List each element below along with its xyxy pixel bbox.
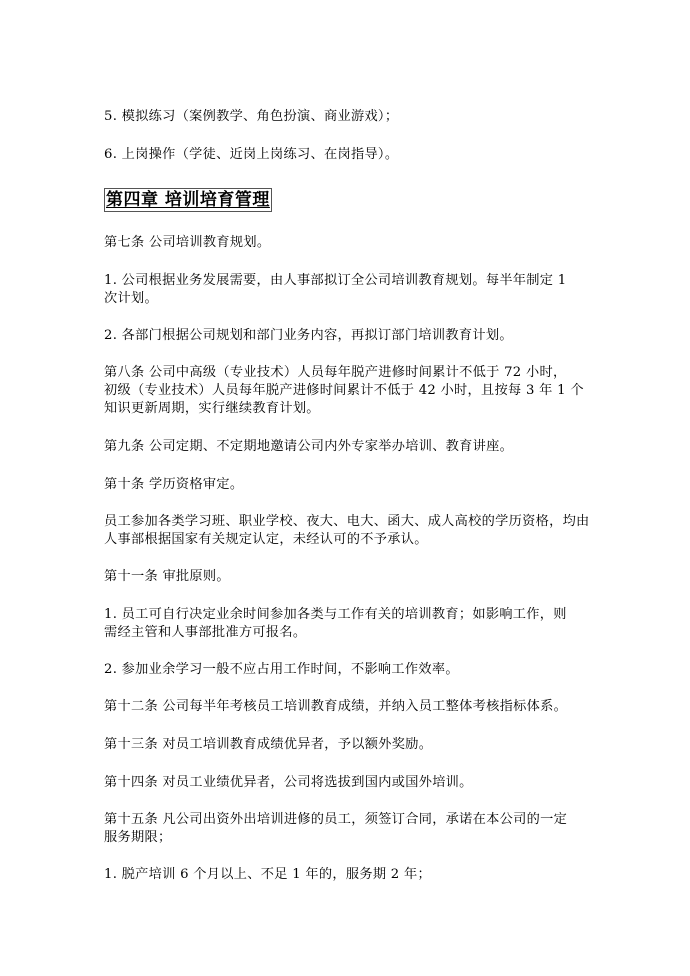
article-10-body-2: 人事部根据国家有关规定认定，未经认可的不予承认。 (104, 532, 428, 547)
article-15-line-1: 第十五条 凡公司出资外出培训进修的员工，须签订合同，承诺在本公司的一定 (104, 812, 568, 827)
article-7-item-1: 1. 公司根据业务发展需要，由人事部拟订全公司培训教育规划。每半年制定 1 (104, 273, 567, 288)
list-item-5: 5. 模拟练习（案例教学、角色扮演、商业游戏）； (104, 109, 399, 124)
article-11-item-2: 2. 参加业余学习一般不应占用工作时间，不影响工作效率。 (104, 662, 459, 677)
article-14: 第十四条 对员工业绩优异者，公司将选拔到国内或国外培训。 (104, 775, 473, 790)
article-9: 第九条 公司定期、不定期地邀请公司内外专家举办培训、教育讲座。 (104, 439, 514, 454)
article-13: 第十三条 对员工培训教育成绩优异者，予以额外奖励。 (104, 737, 433, 752)
article-11-item-1-cont: 需经主管和人事部批准方可报名。 (104, 625, 307, 640)
article-15-item-1: 1. 脱产培训 6 个月以上、不足 1 年的，服务期 2 年； (104, 867, 431, 882)
list-item-6: 6. 上岗操作（学徒、近岗上岗练习、在岗指导）。 (104, 147, 399, 162)
article-7-item-1-cont: 次计划。 (104, 291, 158, 306)
article-8-line-3: 知识更新周期，实行继续教育计划。 (104, 401, 320, 416)
article-10-body-1: 员工参加各类学习班、职业学校、夜大、电大、函大、成人高校的学历资格，均由 (104, 514, 590, 529)
article-10-title: 第十条 学历资格审定。 (104, 477, 244, 492)
article-7-item-2: 2. 各部门根据公司规划和部门业务内容，再拟订部门培训教育计划。 (104, 328, 513, 343)
chapter-heading: 第四章 培训培育管理 (106, 190, 270, 210)
article-7-title: 第七条 公司培训教育规划。 (104, 235, 271, 250)
article-8-line-2: 初级（专业技术）人员每年脱产进修时间累计不低于 42 小时，且按每 3 年 1 个 (104, 383, 584, 398)
article-8-line-1: 第八条 公司中高级（专业技术）人员每年脱产进修时间累计不低于 72 小时， (104, 365, 567, 380)
article-15-line-2: 服务期限； (104, 830, 172, 845)
article-11-item-1: 1. 员工可自行决定业余时间参加各类与工作有关的培训教育；如影响工作，则 (104, 607, 567, 622)
article-12: 第十二条 公司每半年考核员工培训教育成绩，并纳入员工整体考核指标体系。 (104, 699, 568, 714)
article-11-title: 第十一条 审批原则。 (104, 569, 230, 584)
